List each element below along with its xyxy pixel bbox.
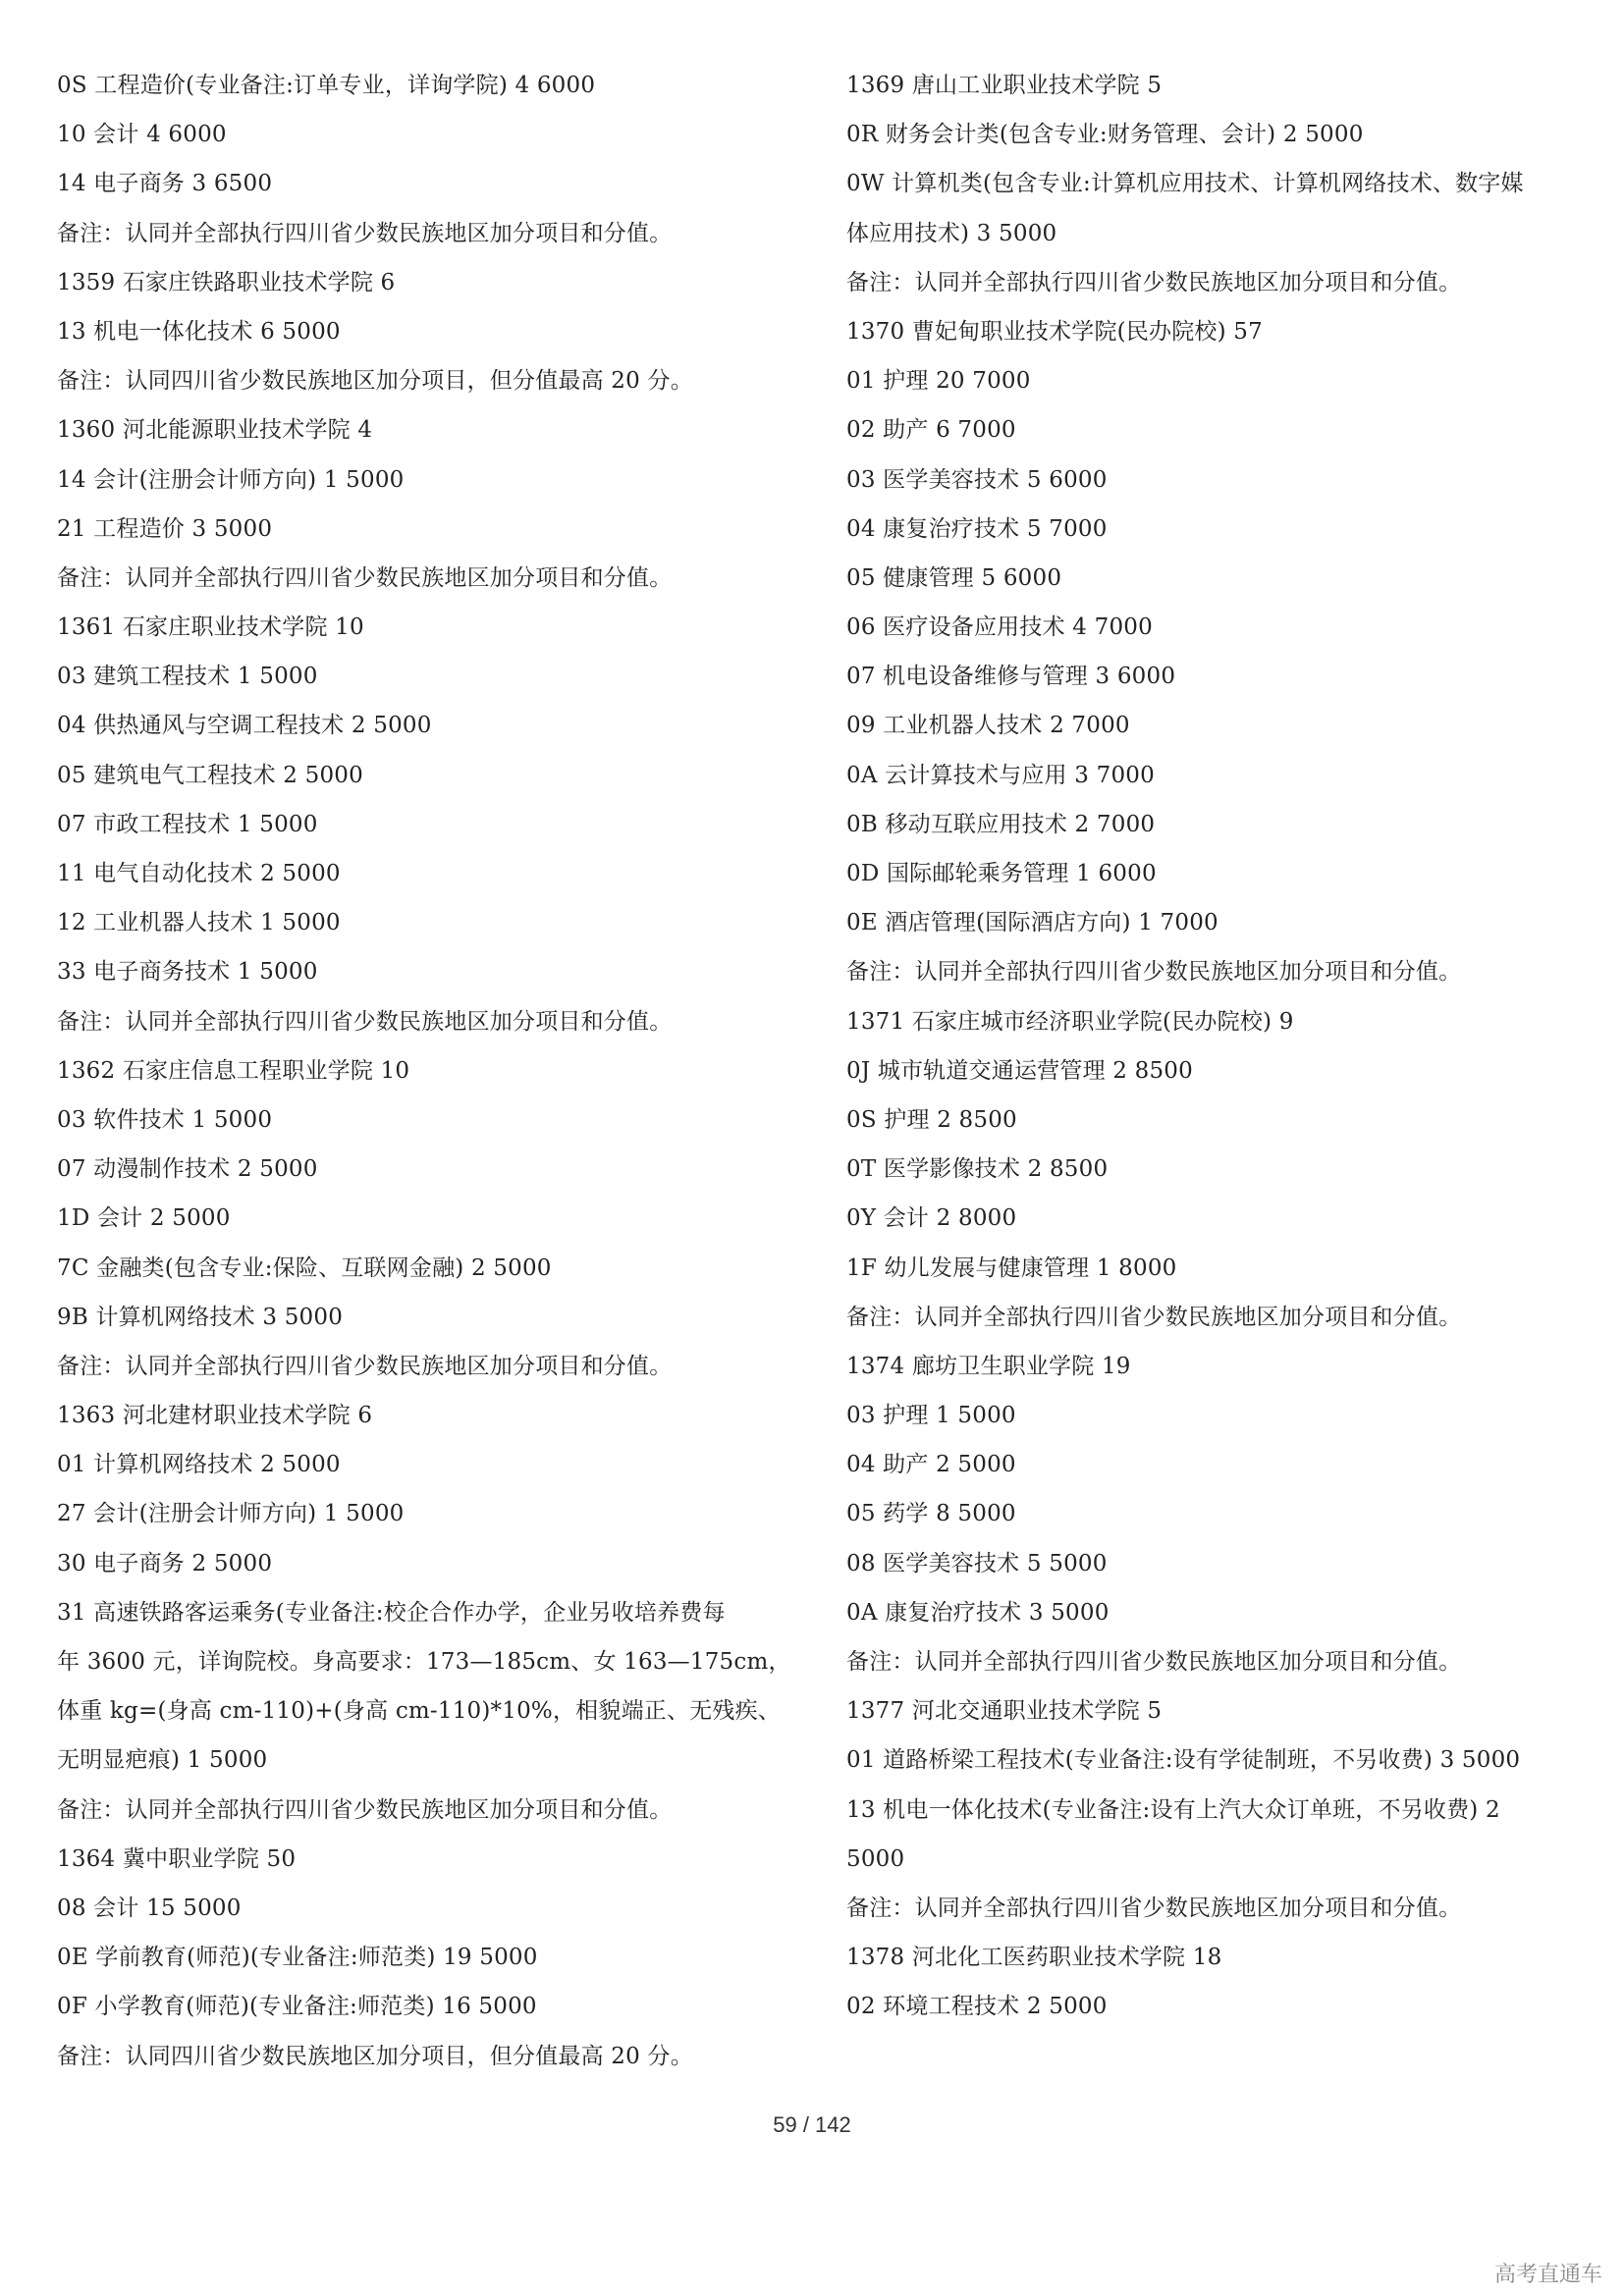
text-line: 01 护理 20 7000 — [846, 368, 1031, 395]
text-line: 13 机电一体化技术(专业备注:设有上汽大众订单班，不另收费) 2 — [846, 1796, 1500, 1823]
text-line: 07 机电设备维修与管理 3 6000 — [846, 664, 1176, 690]
text-line: 0B 移动互联应用技术 2 7000 — [846, 811, 1156, 837]
text-line: 14 电子商务 3 6500 — [57, 171, 273, 197]
text-line: 01 道路桥梁工程技术(专业备注:设有学徒制班，不另收费) 3 5000 — [846, 1747, 1521, 1774]
text-line: 12 工业机器人技术 1 5000 — [57, 910, 341, 936]
text-line: 备注：认同并全部执行四川省少数民族地区加分项目和分值。 — [846, 269, 1462, 295]
text-line: 备注：认同并全部执行四川省少数民族地区加分项目和分值。 — [846, 1649, 1462, 1675]
text-line: 11 电气自动化技术 2 5000 — [57, 861, 341, 886]
text-line: 0A 康复治疗技术 3 5000 — [846, 1599, 1110, 1626]
text-line: 备注：认同并全部执行四川省少数民族地区加分项目和分值。 — [57, 1353, 673, 1379]
text-line: 31 高速铁路客运乘务(专业备注:校企合作办学，企业另收培养费每 — [57, 1599, 726, 1626]
text-line: 体重 kg=(身高 cm-110)+(身高 cm-110)*10%，相貌端正、无残疾、 — [57, 1698, 781, 1725]
text-line: 06 医疗设备应用技术 4 7000 — [846, 614, 1153, 641]
text-line: 05 建筑电气工程技术 2 5000 — [57, 762, 363, 788]
text-line: 05 健康管理 5 6000 — [846, 564, 1062, 591]
text-line: 9B 计算机网络技术 3 5000 — [57, 1304, 344, 1330]
text-line: 备注：认同并全部执行四川省少数民族地区加分项目和分值。 — [57, 564, 673, 591]
text-line: 1378 河北化工医药职业技术学院 18 — [846, 1945, 1222, 1971]
text-line: 0E 学前教育(师范)(专业备注:师范类) 19 5000 — [57, 1945, 538, 1971]
text-line: 01 计算机网络技术 2 5000 — [57, 1452, 341, 1478]
text-line: 1363 河北建材职业技术学院 6 — [57, 1403, 373, 1429]
text-line: 备注：认同并全部执行四川省少数民族地区加分项目和分值。 — [57, 1796, 673, 1823]
text-line: 27 会计(注册会计师方向) 1 5000 — [57, 1501, 405, 1527]
left-column — [57, 61, 813, 2081]
text-line: 年 3600 元，详询院校。身高要求：173—185cm、女 163—175cm， — [57, 1649, 791, 1675]
text-line: 0A 云计算技术与应用 3 7000 — [846, 762, 1155, 788]
text-line: 08 会计 15 5000 — [57, 1895, 242, 1921]
text-line: 13 机电一体化技术 6 5000 — [57, 318, 341, 345]
text-line: 1360 河北能源职业技术学院 4 — [57, 417, 373, 444]
text-line: 1364 冀中职业学院 50 — [57, 1845, 297, 1872]
text-line: 03 医学美容技术 5 6000 — [846, 466, 1108, 493]
text-line: 5000 — [846, 1845, 905, 1872]
right-column — [846, 61, 1593, 2032]
text-line: 1359 石家庄铁路职业技术学院 6 — [57, 269, 396, 295]
text-line: 0W 计算机类(包含专业:计算机应用技术、计算机网络技术、数字媒 — [846, 171, 1524, 197]
text-line: 33 电子商务技术 1 5000 — [57, 959, 318, 986]
text-line: 21 工程造价 3 5000 — [57, 515, 273, 542]
text-line: 1D 会计 2 5000 — [57, 1205, 231, 1232]
text-line: 1361 石家庄职业技术学院 10 — [57, 614, 364, 641]
text-line: 04 供热通风与空调工程技术 2 5000 — [57, 713, 432, 739]
text-line: 0J 城市轨道交通运营管理 2 8500 — [846, 1057, 1193, 1084]
text-line: 备注：认同并全部执行四川省少数民族地区加分项目和分值。 — [846, 959, 1462, 986]
text-line: 无明显疤痕) 1 5000 — [57, 1747, 268, 1774]
text-line: 07 动漫制作技术 2 5000 — [57, 1156, 318, 1183]
text-line: 05 药学 8 5000 — [846, 1501, 1016, 1527]
watermark-text: 高考直通车 — [1493, 2263, 1602, 2287]
text-line: 14 会计(注册会计师方向) 1 5000 — [57, 466, 405, 493]
text-line: 0S 工程造价(专业备注:订单专业，详询学院) 4 6000 — [57, 73, 596, 98]
text-line: 7C 金融类(包含专业:保险、互联网金融) 2 5000 — [57, 1255, 552, 1281]
text-line: 1374 廊坊卫生职业学院 19 — [846, 1353, 1131, 1379]
text-line: 1F 幼儿发展与健康管理 1 8000 — [846, 1255, 1177, 1281]
text-line: 0Y 会计 2 8000 — [846, 1205, 1017, 1232]
text-line: 30 电子商务 2 5000 — [57, 1550, 273, 1576]
text-line: 1377 河北交通职业技术学院 5 — [846, 1698, 1163, 1725]
text-line: 07 市政工程技术 1 5000 — [57, 811, 318, 837]
text-line: 1369 唐山工业职业技术学院 5 — [846, 73, 1163, 98]
text-line: 0D 国际邮轮乘务管理 1 6000 — [846, 861, 1157, 886]
text-line: 0F 小学教育(师范)(专业备注:师范类) 16 5000 — [57, 1994, 537, 2020]
text-line: 备注：认同四川省少数民族地区加分项目，但分值最高 20 分。 — [57, 368, 693, 395]
text-line: 备注：认同并全部执行四川省少数民族地区加分项目和分值。 — [57, 1008, 673, 1035]
text-line: 03 软件技术 1 5000 — [57, 1106, 273, 1133]
text-line: 10 会计 4 6000 — [57, 122, 227, 148]
text-line: 0T 医学影像技术 2 8500 — [846, 1156, 1109, 1183]
text-line: 1370 曹妃甸职业技术学院(民办院校) 57 — [846, 318, 1263, 345]
page-number: 59 / 142 — [773, 2112, 851, 2137]
text-line: 1362 石家庄信息工程职业学院 10 — [57, 1057, 410, 1084]
text-line: 09 工业机器人技术 2 7000 — [846, 713, 1130, 739]
text-line: 备注：认同四川省少数民族地区加分项目，但分值最高 20 分。 — [57, 2043, 693, 2069]
text-line: 03 护理 1 5000 — [846, 1403, 1016, 1429]
text-line: 04 助产 2 5000 — [846, 1452, 1016, 1478]
text-line: 03 建筑工程技术 1 5000 — [57, 664, 318, 690]
text-line: 1371 石家庄城市经济职业学院(民办院校) 9 — [846, 1008, 1294, 1035]
text-line: 备注：认同并全部执行四川省少数民族地区加分项目和分值。 — [57, 220, 673, 246]
text-line: 04 康复治疗技术 5 7000 — [846, 515, 1108, 542]
text-line: 02 助产 6 7000 — [846, 417, 1016, 444]
text-line: 0S 护理 2 8500 — [846, 1106, 1017, 1133]
text-line: 0R 财务会计类(包含专业:财务管理、会计) 2 5000 — [846, 122, 1364, 148]
text-line: 备注：认同并全部执行四川省少数民族地区加分项目和分值。 — [846, 1304, 1462, 1330]
text-line: 02 环境工程技术 2 5000 — [846, 1994, 1108, 2020]
text-line: 08 医学美容技术 5 5000 — [846, 1550, 1108, 1576]
text-line: 0E 酒店管理(国际酒店方向) 1 7000 — [846, 910, 1218, 936]
text-line: 体应用技术) 3 5000 — [846, 220, 1057, 246]
text-line: 备注：认同并全部执行四川省少数民族地区加分项目和分值。 — [846, 1895, 1462, 1921]
